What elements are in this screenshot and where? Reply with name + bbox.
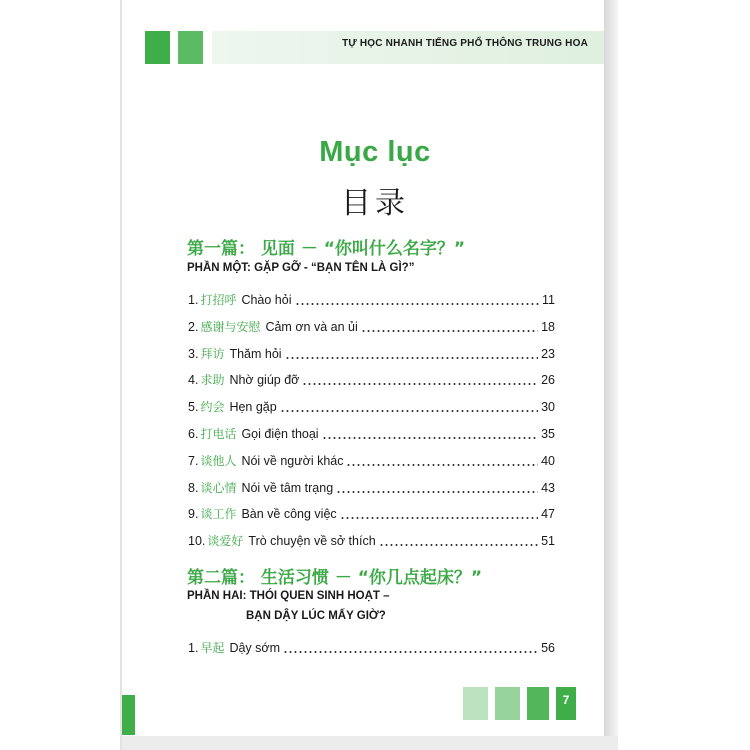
leader-dots (379, 544, 538, 546)
leader-dots (302, 383, 538, 385)
toc-entry (188, 532, 555, 550)
entry-vietnamese-title: Nói về tâm trạng (241, 480, 334, 495)
entry-chinese-title: 拜访 (200, 346, 225, 361)
leader-dots (346, 464, 538, 466)
toc-entry (188, 398, 555, 416)
entry-vietnamese-title: Dậy sớm (229, 641, 281, 655)
part-two-heading-vietnamese-line1: PHẦN HAI: THÓI QUEN SINH HOẠT – (187, 590, 390, 602)
part-one-heading-chinese: 第一篇： 见面 － “你叫什么名字？” (187, 239, 466, 259)
entry-chinese-title: 谈他人 (200, 453, 237, 468)
entry-number: 5. (188, 400, 199, 415)
entry-chinese-title: 谈心情 (200, 480, 237, 495)
entry-vietnamese-title: Gọi điện thoại (241, 427, 319, 441)
leader-dots (361, 330, 538, 332)
entry-page-number: 30 (541, 400, 555, 415)
entry-page-number: 18 (541, 319, 555, 334)
entry-number: 1. (188, 293, 199, 307)
entry-chinese-title: 感谢与安慰 (200, 319, 261, 334)
toc-entry (188, 639, 555, 657)
entry-vietnamese-title: Nói về người khác (241, 453, 344, 468)
toc-title-chinese: 目录 (341, 186, 409, 221)
entry-chinese-title: 求助 (200, 373, 225, 388)
toc-entry (188, 452, 555, 470)
leader-dots (295, 303, 540, 305)
leader-dots (336, 491, 538, 493)
entry-vietnamese-title: Hẹn gặp (229, 400, 277, 415)
entry-page-number: 26 (541, 373, 555, 388)
toc-entry (188, 318, 555, 336)
toc-entry (188, 345, 555, 363)
entry-number: 10. (188, 534, 206, 549)
header-accent-block (145, 31, 170, 64)
leader-dots (285, 357, 539, 359)
part-two-heading-vietnamese-line2: BẠN DẬY LÚC MẤY GIỜ? (246, 610, 386, 622)
entry-chinese-title: 谈爱好 (207, 534, 244, 549)
leader-dots (340, 517, 538, 519)
entry-number: 7. (188, 453, 199, 468)
leader-dots (280, 410, 538, 412)
toc-entry (188, 479, 555, 497)
part-one-heading-vietnamese: PHẦN MỘT: GẶP GỠ - “BẠN TÊN LÀ GÌ?” (187, 262, 415, 274)
entry-chinese-title: 打电话 (200, 427, 237, 441)
entry-chinese-title: 谈工作 (200, 507, 237, 522)
running-header-title: TỰ HỌC NHANH TIẾNG PHỔ THÔNG TRUNG HOA (342, 38, 588, 49)
entry-number: 6. (188, 427, 199, 441)
toc-entry (188, 371, 555, 389)
entry-vietnamese-title: Trò chuyện về sở thích (248, 534, 376, 549)
entry-page-number: 23 (541, 346, 555, 361)
entry-page-number: 40 (541, 453, 555, 468)
part-two-heading-chinese: 第二篇： 生活习惯 － “你几点起床？” (187, 568, 483, 588)
entry-page-number: 35 (541, 427, 555, 441)
entry-vietnamese-title: Bàn về công việc (241, 507, 337, 522)
footer-accent-block (527, 687, 549, 720)
scan-bottom-shade (122, 736, 618, 750)
entry-vietnamese-title: Thăm hỏi (229, 346, 282, 361)
entry-vietnamese-title: Cảm ơn và an ủi (265, 319, 358, 334)
toc-entry (188, 425, 555, 443)
leader-dots (322, 437, 539, 439)
entry-page-number: 47 (541, 507, 555, 522)
leader-dots (283, 651, 538, 653)
entry-chinese-title: 早起 (200, 641, 225, 655)
entry-number: 8. (188, 480, 199, 495)
toc-entry (188, 505, 555, 523)
toc-title-vietnamese: Mục lục (319, 136, 431, 168)
entry-page-number: 11 (542, 293, 555, 307)
entry-vietnamese-title: Nhờ giúp đỡ (229, 373, 300, 388)
page-number: 7 (562, 693, 570, 707)
entry-chinese-title: 约会 (200, 400, 225, 415)
entry-number: 3. (188, 346, 199, 361)
entry-number: 1. (188, 641, 199, 655)
footer-accent-block (122, 695, 135, 735)
entry-page-number: 43 (541, 480, 555, 495)
entry-page-number: 56 (541, 641, 555, 655)
footer-accent-block (495, 687, 520, 720)
entry-page-number: 51 (541, 534, 555, 549)
entry-number: 2. (188, 319, 199, 334)
toc-entry (188, 291, 555, 309)
header-accent-block (178, 31, 203, 64)
page-edge-shadow (604, 0, 618, 750)
entry-vietnamese-title: Chào hỏi (241, 293, 292, 307)
entry-number: 9. (188, 507, 199, 522)
footer-accent-block (463, 687, 488, 720)
entry-chinese-title: 打招呼 (200, 293, 237, 307)
entry-number: 4. (188, 373, 199, 388)
